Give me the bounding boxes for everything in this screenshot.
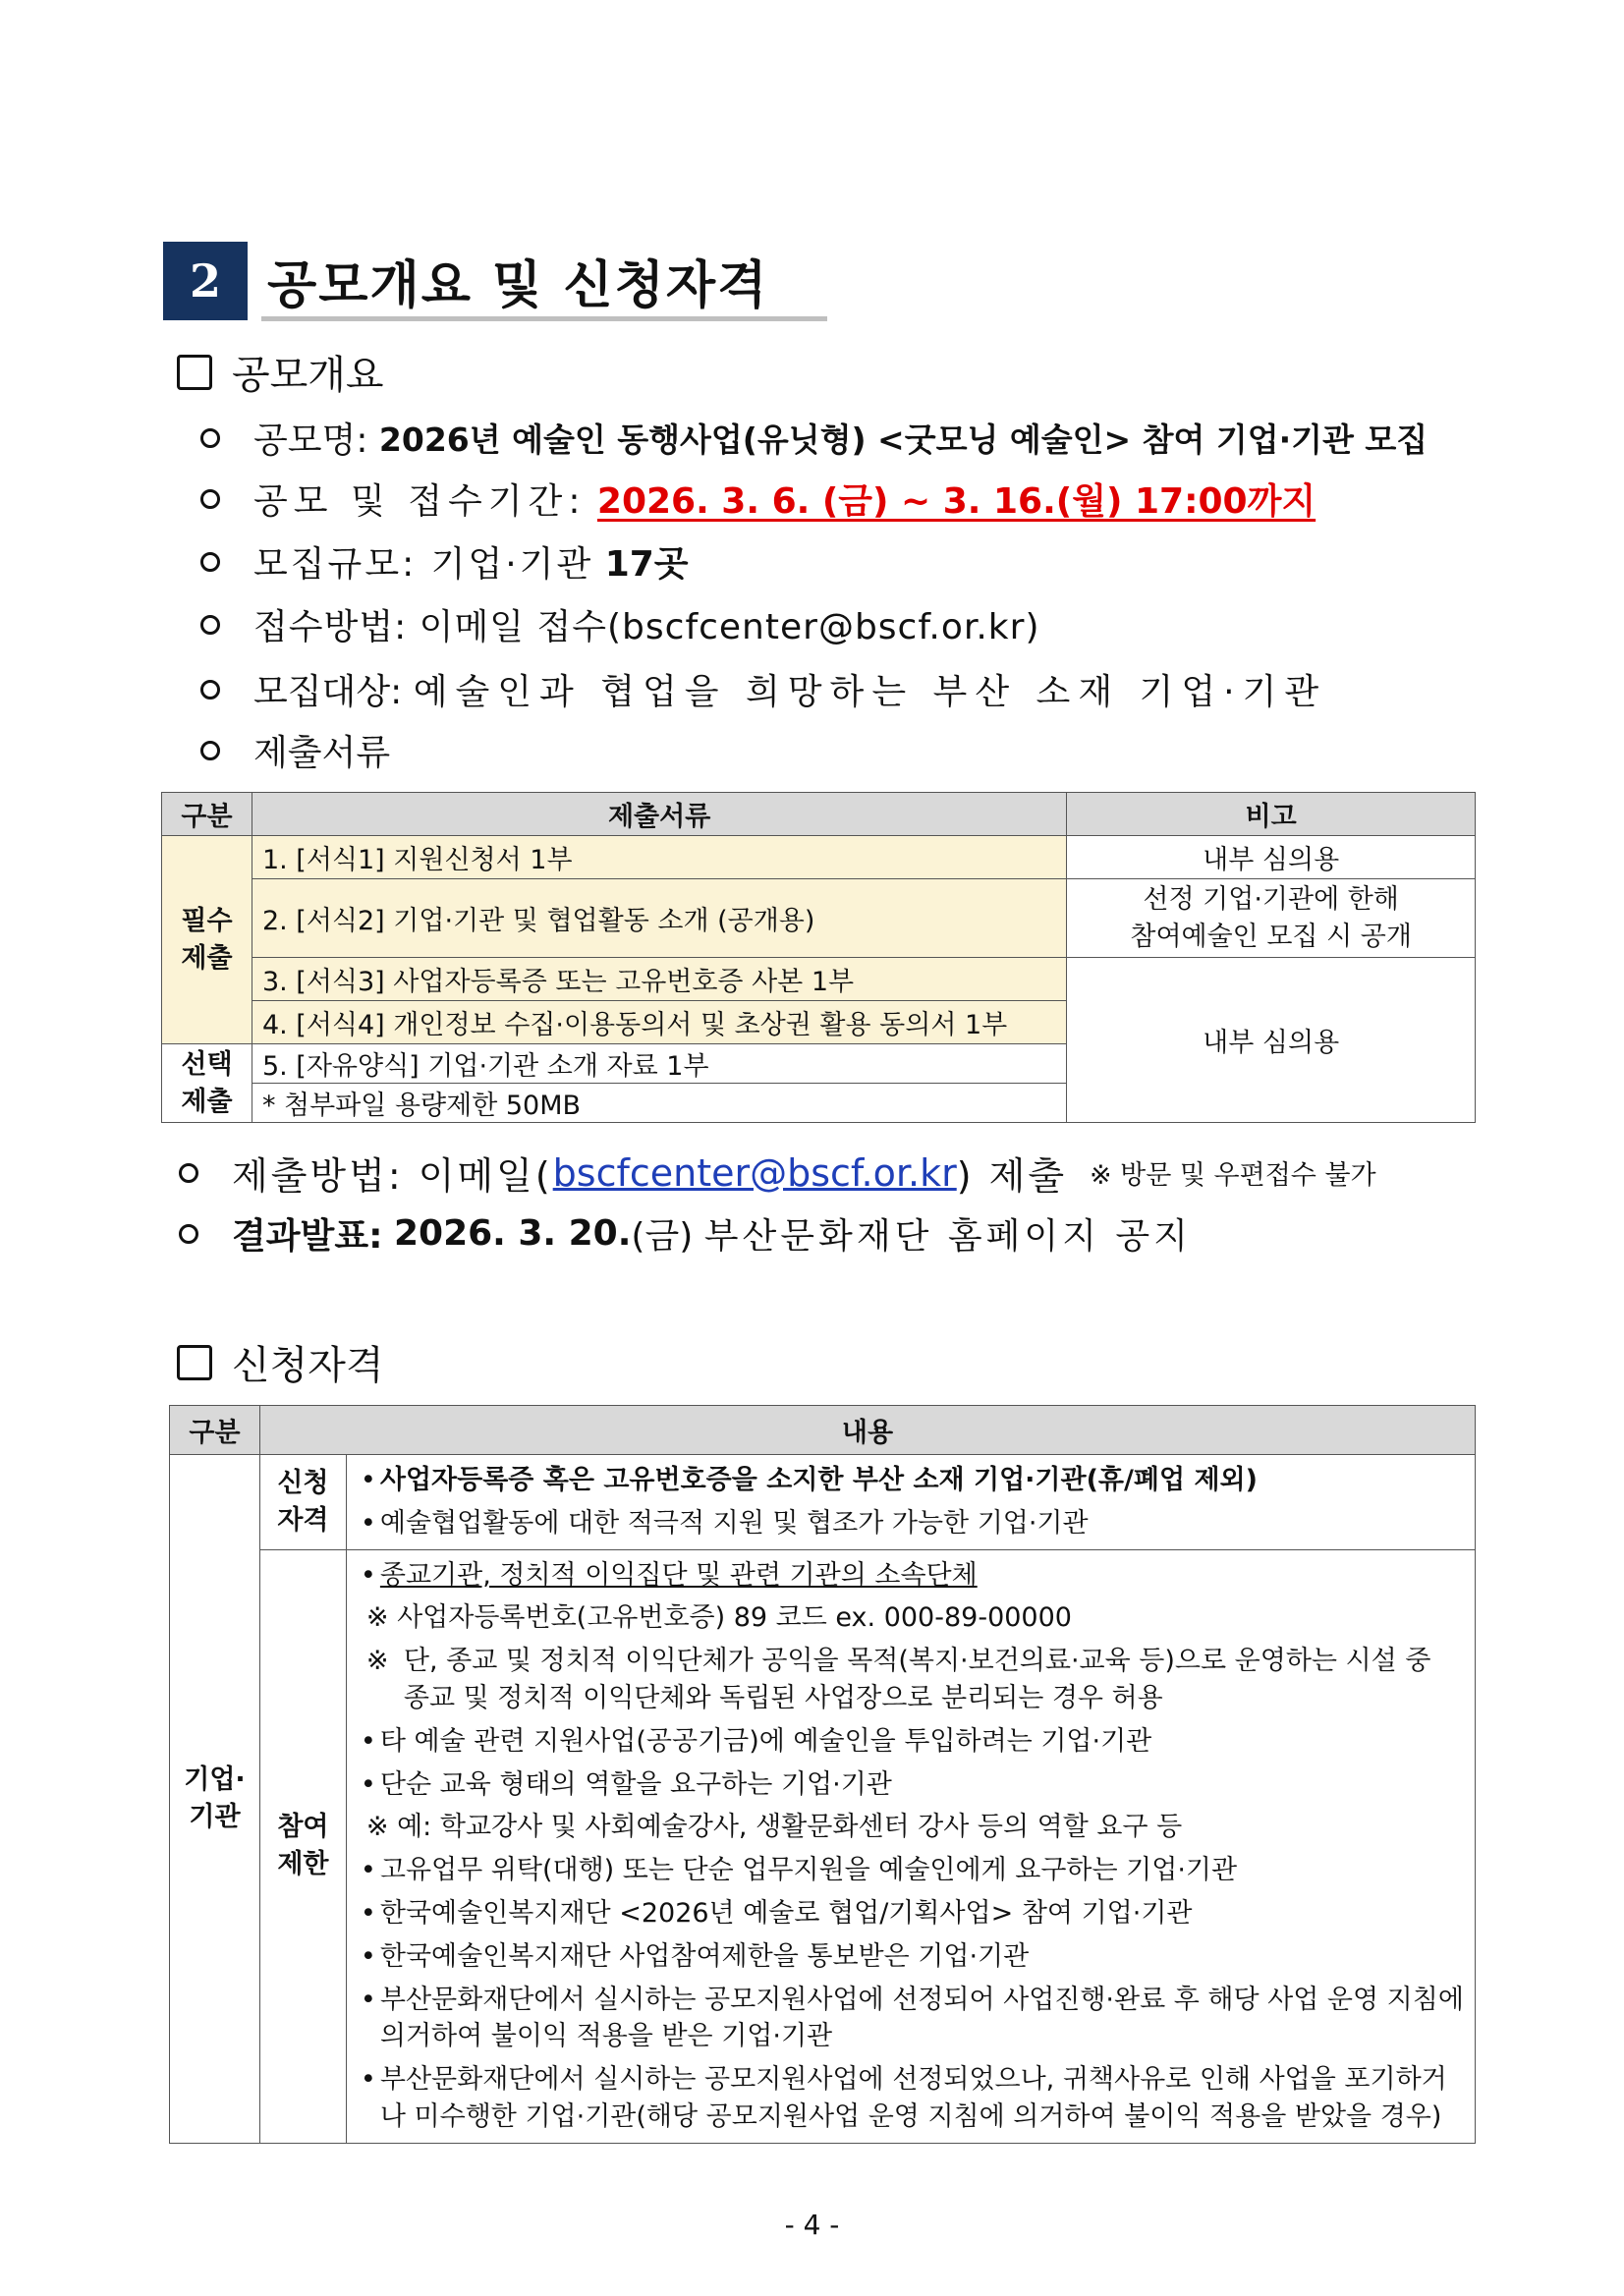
bullet-contest-name bbox=[200, 413, 1428, 463]
restriction-item-1: 종교기관, 정치적 이익집단 및 관련 기관의 소속단체 bbox=[379, 1559, 978, 1591]
restriction-label: 참여 제한 bbox=[259, 1549, 346, 2143]
docs-row-note: * 첨부파일 용량제한 50MB bbox=[252, 1084, 1066, 1123]
circle-bullet-icon bbox=[200, 741, 220, 760]
eligibility-header-category: 구분 bbox=[170, 1406, 260, 1455]
list-item: • 한국예술인복지재단 사업참여제한을 통보받은 기업·기관 bbox=[357, 1935, 1465, 1979]
eligibility-heading bbox=[177, 1334, 384, 1390]
qualification-item-2: 예술협업활동에 대한 적극적 지원 및 협조가 가능한 기업·기관 bbox=[379, 1507, 1089, 1539]
circle-bullet-icon bbox=[200, 552, 220, 572]
target-label: 모집대상: bbox=[253, 672, 403, 712]
result-rest: 부산문화재단 홈페이지 공지 bbox=[703, 1216, 1192, 1257]
eligibility-heading-text: 신청자격 bbox=[232, 1343, 384, 1388]
checkbox-square-icon bbox=[177, 1345, 212, 1380]
page-number: - 4 - bbox=[784, 2209, 840, 2241]
period-value: 2026. 3. 6. (금) ~ 3. 16.(월) 17:00까지 bbox=[596, 481, 1316, 522]
restriction-item-7: 부산문화재단에서 실시하는 공모지원사업에 선정되어 사업진행·완료 후 해당 사업 운영 지침에 의거하여 불이익 적용을 받은 기업·기관 bbox=[379, 1984, 1464, 2052]
list-item: • 종교기관, 정치적 이익집단 및 관련 기관의 소속단체 bbox=[357, 1554, 1465, 1597]
docs-note-1: 내부 심의용 bbox=[1067, 836, 1476, 879]
submission-note: ※ 방문 및 우편접수 불가 bbox=[1089, 1160, 1376, 1191]
contest-name-label: 공모명: bbox=[253, 420, 368, 461]
bullet-docs bbox=[200, 725, 390, 775]
qualification-label: 신청 자격 bbox=[259, 1455, 346, 1550]
restriction-note-1: ※ 사업자등록번호(고유번호증) 89 코드 ex. 000-89-00000 bbox=[365, 1602, 1072, 1634]
submission-email-link[interactable]: bscfcenter@bscf.or.kr bbox=[552, 1150, 957, 1195]
scale-label: 모집규모: 기업·기관 bbox=[253, 544, 594, 585]
section-title: 공모개요 및 신청자격 bbox=[267, 256, 769, 315]
bullet-method bbox=[200, 599, 1040, 649]
result-label: 결과발표: bbox=[232, 1216, 383, 1257]
docs-row-1: 1. [서식1] 지원신청서 1부 bbox=[252, 836, 1066, 879]
restriction-item-6: 한국예술인복지재단 사업참여제한을 통보받은 기업·기관 bbox=[379, 1940, 1030, 1972]
docs-label: 제출서류 bbox=[253, 733, 391, 773]
circle-bullet-icon bbox=[179, 1224, 198, 1244]
submission-after: ) 제출 bbox=[956, 1154, 1068, 1198]
period-label: 공모 및 접수기간: bbox=[253, 481, 587, 522]
overview-heading bbox=[177, 344, 384, 400]
list-item: • 부산문화재단에서 실시하는 공모지원사업에 선정되어 사업진행·완료 후 해당 사업 운영 지침에 의거하여 불이익 적용을 받은 기업·기관 bbox=[357, 1979, 1465, 2059]
circle-bullet-icon bbox=[200, 489, 220, 509]
docs-header-category: 구분 bbox=[162, 793, 252, 836]
method-label: 접수방법: 이메일 접수(bscfcenter@bscf.or.kr) bbox=[253, 607, 1040, 647]
section-number-box: 2 bbox=[163, 242, 248, 320]
documents-table bbox=[161, 792, 1476, 1123]
list-item: • 타 예술 관련 지원사업(공공기금)에 예술인을 투입하려는 기업·기관 bbox=[357, 1720, 1465, 1764]
bullet-scale bbox=[200, 536, 689, 587]
list-item: • 한국예술인복지재단 <2026년 예술로 협업/기획사업> 참여 기업·기관 bbox=[357, 1892, 1465, 1935]
restriction-item-5: 한국예술인복지재단 <2026년 예술로 협업/기획사업> 참여 기업·기관 bbox=[379, 1897, 1193, 1929]
bullet-submission bbox=[179, 1146, 1376, 1200]
bullet-target bbox=[200, 664, 1326, 714]
qualification-item-1: 사업자등록증 혹은 고유번호증을 소지한 부산 소재 기업·기관(휴/폐업 제외) bbox=[379, 1465, 1258, 1495]
overview-heading-text: 공모개요 bbox=[232, 353, 384, 398]
list-item: • 부산문화재단에서 실시하는 공모지원사업에 선정되었으나, 귀책사유로 인해 사업을 포기하거나 미수행한 기업·기관(해당 공모지원사업 운영 지침에 의거하여 불이익 적용을 받았을 경우) bbox=[357, 2058, 1465, 2139]
eligibility-category: 기업· 기관 bbox=[170, 1455, 260, 2144]
bullet-period bbox=[200, 474, 1316, 524]
checkbox-square-icon bbox=[177, 355, 212, 390]
list-item: • 사업자등록증 혹은 고유번호증을 소지한 부산 소재 기업·기관(휴/폐업 제외) bbox=[357, 1459, 1465, 1502]
circle-bullet-icon bbox=[179, 1163, 198, 1183]
eligibility-table bbox=[169, 1405, 1476, 2144]
eligibility-header-content: 내용 bbox=[259, 1406, 1475, 1455]
restriction-item-8: 부산문화재단에서 실시하는 공모지원사업에 선정되었으나, 귀책사유로 인해 사업을 포기하거나 미수행한 기업·기관(해당 공모지원사업 운영 지침에 의거하여 불이익 적용을 받았을 경우) bbox=[379, 2064, 1447, 2132]
section-title-underline bbox=[261, 316, 827, 321]
contest-name-value: 2026년 예술인 동행사업(유닛형) <굿모닝 예술인> 참여 기업·기관 모집 bbox=[378, 420, 1428, 459]
docs-note-2: 선정 기업·기관에 한해 참여예술인 모집 시 공개 bbox=[1067, 879, 1476, 958]
list-item: • 단순 교육 형태의 역할을 요구하는 기업·기관 bbox=[357, 1764, 1465, 1807]
target-value: 예술인과 협업을 희망하는 부산 소재 기업·기관 bbox=[413, 672, 1327, 712]
circle-bullet-icon bbox=[200, 680, 220, 700]
restriction-note-2: ※ 단, 종교 및 정치적 이익단체가 공익을 목적(복지·보건의료·교육 등)으로 운영하는 시설 중 종교 및 정치적 이익단체와 독립된 사업장으로 분리되는 경우 허용 bbox=[365, 1646, 1431, 1713]
submission-label: 제출방법: 이메일( bbox=[232, 1154, 553, 1198]
docs-row-2: 2. [서식2] 기업·기관 및 협업활동 소개 (공개용) bbox=[252, 879, 1066, 958]
docs-required-label: 필수 제출 bbox=[162, 836, 252, 1044]
docs-row-4: 4. [서식4] 개인정보 수집·이용동의서 및 초상권 활용 동의서 1부 bbox=[252, 1001, 1066, 1044]
result-date: 2026. 3. 20. bbox=[393, 1213, 632, 1254]
qualification-content bbox=[346, 1455, 1475, 1550]
docs-header-documents: 제출서류 bbox=[252, 793, 1066, 836]
docs-row-3: 3. [서식3] 사업자등록증 또는 고유번호증 사본 1부 bbox=[252, 958, 1066, 1001]
list-item: • 고유업무 위탁(대행) 또는 단순 업무지원을 예술인에게 요구하는 기업·기관 bbox=[357, 1849, 1465, 1892]
bullet-result bbox=[179, 1208, 1192, 1259]
scale-value: 17곳 bbox=[604, 544, 689, 585]
restriction-content bbox=[346, 1549, 1475, 2143]
restriction-item-4: 고유업무 위탁(대행) 또는 단순 업무지원을 예술인에게 요구하는 기업·기관 bbox=[379, 1855, 1238, 1886]
docs-row-5: 5. [자유양식] 기업·기관 소개 자료 1부 bbox=[252, 1044, 1066, 1084]
circle-bullet-icon bbox=[200, 428, 220, 448]
restriction-item-3: 단순 교육 형태의 역할을 요구하는 기업·기관 bbox=[379, 1768, 892, 1800]
docs-header-notes: 비고 bbox=[1067, 793, 1476, 836]
circle-bullet-icon bbox=[200, 615, 220, 635]
restriction-note-3: ※ 예: 학교강사 및 사회예술강사, 생활문화센터 강사 등의 역할 요구 등 bbox=[365, 1812, 1183, 1843]
list-item: • 예술협업활동에 대한 적극적 지원 및 협조가 가능한 기업·기관 bbox=[357, 1502, 1465, 1545]
restriction-item-2: 타 예술 관련 지원사업(공공기금)에 예술인을 투입하려는 기업·기관 bbox=[379, 1725, 1152, 1757]
docs-note-3: 내부 심의용 bbox=[1067, 958, 1476, 1123]
result-date-tail: (금) bbox=[631, 1216, 694, 1257]
docs-optional-label: 선택 제출 bbox=[162, 1044, 252, 1123]
